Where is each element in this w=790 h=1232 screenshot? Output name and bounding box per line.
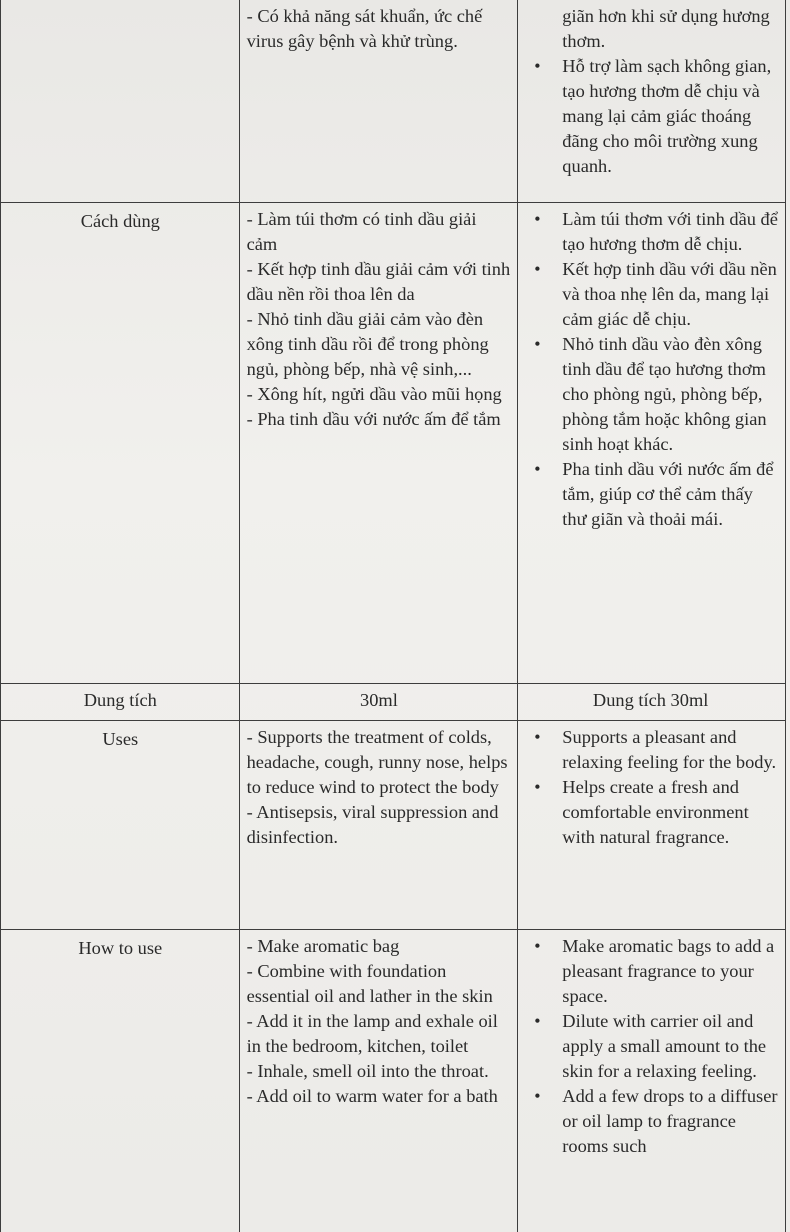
- list-item: • Làm túi thơm với tinh dầu để tạo hương thơm dễ chịu.: [562, 207, 779, 257]
- list-item: • Dilute with carrier oil and apply a small amount to the skin for a relaxing feeling.: [562, 1009, 779, 1084]
- list-item: • Pha tinh dầu với nước ấm để tắm, giúp cơ thể cảm thấy thư giãn và thoải mái.: [562, 457, 779, 532]
- table-row: [1, 684, 786, 721]
- list-item: • Hỗ trợ làm sạch không gian, tạo hương thơm dễ chịu và mang lại cảm giác thoáng đãng cho môi trường xung quanh.: [562, 54, 779, 179]
- revised-text-cell: [518, 930, 786, 1232]
- text-line: - Làm túi thơm có tinh dầu giải cảm: [247, 207, 512, 257]
- revised-text-cell: [518, 721, 786, 930]
- row-label-cell: Cách dùng: [1, 203, 240, 684]
- text-line: - Add oil to warm water for a bath: [247, 1084, 512, 1109]
- text-line: - Make aromatic bag: [247, 934, 512, 959]
- text-line: - Có khả năng sát khuẩn, ức chế virus gây bệnh và khử trùng.: [247, 4, 512, 54]
- table-row: [1, 0, 786, 203]
- table-row: [1, 203, 786, 684]
- original-text-cell: 30ml: [239, 684, 518, 721]
- continued-text: [522, 4, 779, 54]
- list-item: • Kết hợp tinh dầu với dầu nền và thoa nhẹ lên da, mang lại cảm giác dễ chịu.: [562, 257, 779, 332]
- original-text-cell: [239, 203, 518, 684]
- text-line: - Xông hít, ngửi dầu vào mũi họng: [247, 382, 512, 407]
- original-text-cell: [239, 0, 518, 203]
- table-row: [1, 721, 786, 930]
- row-label-cell: How to use: [1, 930, 240, 1232]
- text-line: - Supports the treatment of colds, headache, cough, runny nose, helps to reduce wind to protect the body: [247, 725, 512, 800]
- text-line: - Inhale, smell oil into the throat.: [247, 1059, 512, 1084]
- list-item: • Supports a pleasant and relaxing feeling for the body.: [562, 725, 779, 775]
- bullet-list: [522, 54, 779, 179]
- original-text-cell: [239, 721, 518, 930]
- text-line: - Pha tinh dầu với nước ấm để tắm: [247, 407, 512, 432]
- revised-text-cell: Dung tích 30ml: [518, 684, 786, 721]
- list-item: • Add a few drops to a diffuser or oil lamp to fragrance rooms such: [562, 1084, 779, 1159]
- text-line: - Combine with foundation essential oil and lather in the skin: [247, 959, 512, 1009]
- list-item: • Helps create a fresh and comfortable environment with natural fragrance.: [562, 775, 779, 850]
- list-item: • Nhỏ tinh dầu vào đèn xông tinh dầu để tạo hương thơm cho phòng ngủ, phòng bếp, phòng tắm hoặc không gian sinh hoạt khác.: [562, 332, 779, 457]
- row-label-cell: Uses: [1, 721, 240, 930]
- text-line: - Kết hợp tinh dầu giải cảm với tinh dầu nền rồi thoa lên da: [247, 257, 512, 307]
- table-row: [1, 930, 786, 1232]
- revised-text-cell: [518, 203, 786, 684]
- revised-text-cell: [518, 0, 786, 203]
- list-item: giãn hơn khi sử dụng hương thơm.: [562, 4, 779, 54]
- bullet-list: [522, 934, 779, 1159]
- original-text-cell: [239, 930, 518, 1232]
- text-line: - Add it in the lamp and exhale oil in the bedroom, kitchen, toilet: [247, 1009, 512, 1059]
- row-label-cell: Dung tích: [1, 684, 240, 721]
- row-label-cell: [1, 0, 240, 203]
- text-line: - Antisepsis, viral suppression and disinfection.: [247, 800, 512, 850]
- list-item: • Make aromatic bags to add a pleasant fragrance to your space.: [562, 934, 779, 1009]
- bullet-list: [522, 207, 779, 532]
- text-line: - Nhỏ tinh dầu giải cảm vào đèn xông tinh dầu rồi để trong phòng ngủ, phòng bếp, nhà vệ sinh,...: [247, 307, 512, 382]
- bullet-list: [522, 725, 779, 850]
